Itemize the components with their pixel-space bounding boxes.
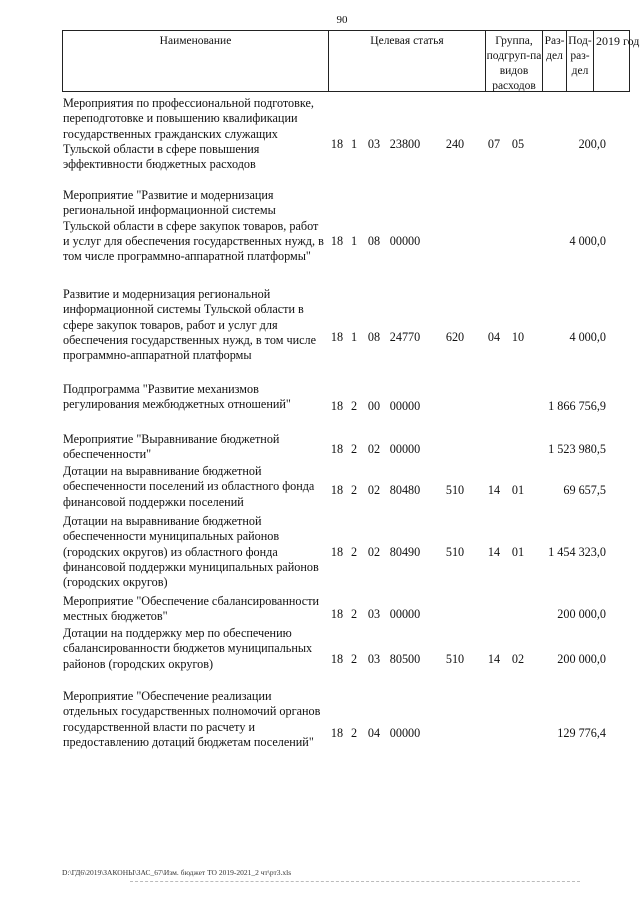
group-code: 620	[445, 330, 465, 344]
amount: 69 657,5	[563, 483, 606, 497]
file-path-footer: D:\ГД6\2019\ЗАКОНЫ\ЗАС_67\Изм. бюджет ТО 2019-2021_2 чт\рт3.xls	[62, 868, 292, 877]
article-part-1: 18	[330, 483, 344, 497]
footer-divider	[130, 881, 580, 882]
article-part-1: 18	[330, 726, 344, 740]
amount: 1 866 756,9	[548, 399, 606, 413]
article-part-3: 02	[367, 442, 381, 456]
article-part-4: 24770	[389, 330, 421, 344]
article-part-3: 03	[367, 607, 381, 621]
article-part-2: 2	[350, 399, 358, 413]
row-name: Мероприятие "Выравнивание бюджетной обеспеченности"	[63, 432, 280, 462]
group-code: 510	[445, 545, 465, 559]
header-article: Целевая статья	[329, 31, 486, 91]
header-section: Раз-дел	[543, 31, 567, 91]
article-part-3: 02	[367, 545, 381, 559]
amount: 1 454 323,0	[548, 545, 606, 559]
row-name: Мероприятия по профессиональной подготовке, переподготовке и повышению квалификации государственных гражданских служащих Тульской области в сфере повышения эффективности бюджетных расходов	[63, 96, 314, 172]
article-part-3: 03	[367, 652, 381, 666]
article-part-2: 2	[350, 442, 358, 456]
article-part-4: 00000	[389, 399, 421, 413]
section-code: 14	[487, 652, 501, 666]
article-part-2: 2	[350, 652, 358, 666]
row-name: Дотации на выравнивание бюджетной обеспеченности поселений из областного фонда финансовой поддержки поселений	[63, 464, 315, 509]
article-part-1: 18	[330, 330, 344, 344]
article-part-2: 2	[350, 607, 358, 621]
page-number: 90	[336, 14, 348, 26]
amount: 129 776,4	[557, 726, 606, 740]
header-group: Группа, подгруп-па видов расходов	[486, 31, 543, 91]
header-name: Наименование	[63, 31, 329, 91]
article-part-2: 1	[350, 330, 358, 344]
section-code: 14	[487, 483, 501, 497]
article-part-1: 18	[330, 137, 344, 151]
article-part-1: 18	[330, 545, 344, 559]
article-part-2: 2	[350, 545, 358, 559]
article-part-4: 00000	[389, 234, 421, 248]
amount: 1 523 980,5	[548, 442, 606, 456]
article-part-4: 80490	[389, 545, 421, 559]
article-part-1: 18	[330, 234, 344, 248]
article-part-2: 1	[350, 137, 358, 151]
amount: 200 000,0	[557, 652, 606, 666]
row-name: Мероприятие "Развитие и модернизация региональной информационной системы Тульской области в сфере закупок товаров, работ и услуг для обеспечения государственных нужд, в том числе программно-аппаратной платформы"	[63, 188, 324, 264]
subsection-code: 05	[511, 137, 525, 151]
article-part-4: 00000	[389, 726, 421, 740]
article-part-3: 02	[367, 483, 381, 497]
header-year: 2019 год	[596, 34, 640, 48]
article-part-4: 80500	[389, 652, 421, 666]
subsection-code: 10	[511, 330, 525, 344]
article-part-1: 18	[330, 652, 344, 666]
article-part-1: 18	[330, 399, 344, 413]
row-name: Мероприятие "Обеспечение сбалансированности местных бюджетов"	[63, 594, 320, 624]
row-name: Мероприятие "Обеспечение реализации отдельных государственных полномочий органов государственной власти по расчету и предоставлению дотаций бюджетам поселений"	[63, 689, 321, 749]
group-code: 510	[445, 652, 465, 666]
article-part-3: 04	[367, 726, 381, 740]
article-part-1: 18	[330, 442, 344, 456]
row-name: Дотации на поддержку мер по обеспечению сбалансированности бюджетов муниципальных районов (городских округов)	[63, 626, 313, 671]
article-part-3: 00	[367, 399, 381, 413]
group-code: 510	[445, 483, 465, 497]
amount: 200,0	[578, 137, 606, 151]
subsection-code: 02	[511, 652, 525, 666]
article-part-3: 08	[367, 234, 381, 248]
article-part-4: 23800	[389, 137, 421, 151]
subsection-code: 01	[511, 483, 525, 497]
amount: 200 000,0	[557, 607, 606, 621]
row-name: Подпрограмма "Развитие механизмов регулирования межбюджетных отношений"	[63, 382, 291, 412]
article-part-2: 2	[350, 726, 358, 740]
article-part-4: 00000	[389, 442, 421, 456]
group-code: 240	[445, 137, 465, 151]
row-name: Развитие и модернизация региональной информационной системы Тульской области в сфере закупок товаров, работ и услуг для обеспечения государственных нужд, в том числе программно-аппаратной платформы	[63, 287, 317, 363]
article-part-2: 1	[350, 234, 358, 248]
row-name: Дотации на выравнивание бюджетной обеспеченности муниципальных районов (городских округов) из областного фонда финансовой поддержки муниципальных районов (городских округов)	[63, 514, 319, 590]
subsection-code: 01	[511, 545, 525, 559]
article-part-3: 08	[367, 330, 381, 344]
article-part-4: 00000	[389, 607, 421, 621]
header-subsection: Под-раз-дел	[567, 31, 594, 91]
article-part-3: 03	[367, 137, 381, 151]
amount: 4 000,0	[569, 234, 606, 248]
amount: 4 000,0	[569, 330, 606, 344]
article-part-2: 2	[350, 483, 358, 497]
section-code: 07	[487, 137, 501, 151]
article-part-4: 80480	[389, 483, 421, 497]
section-code: 14	[487, 545, 501, 559]
table-header	[62, 30, 640, 92]
article-part-1: 18	[330, 607, 344, 621]
section-code: 04	[487, 330, 501, 344]
